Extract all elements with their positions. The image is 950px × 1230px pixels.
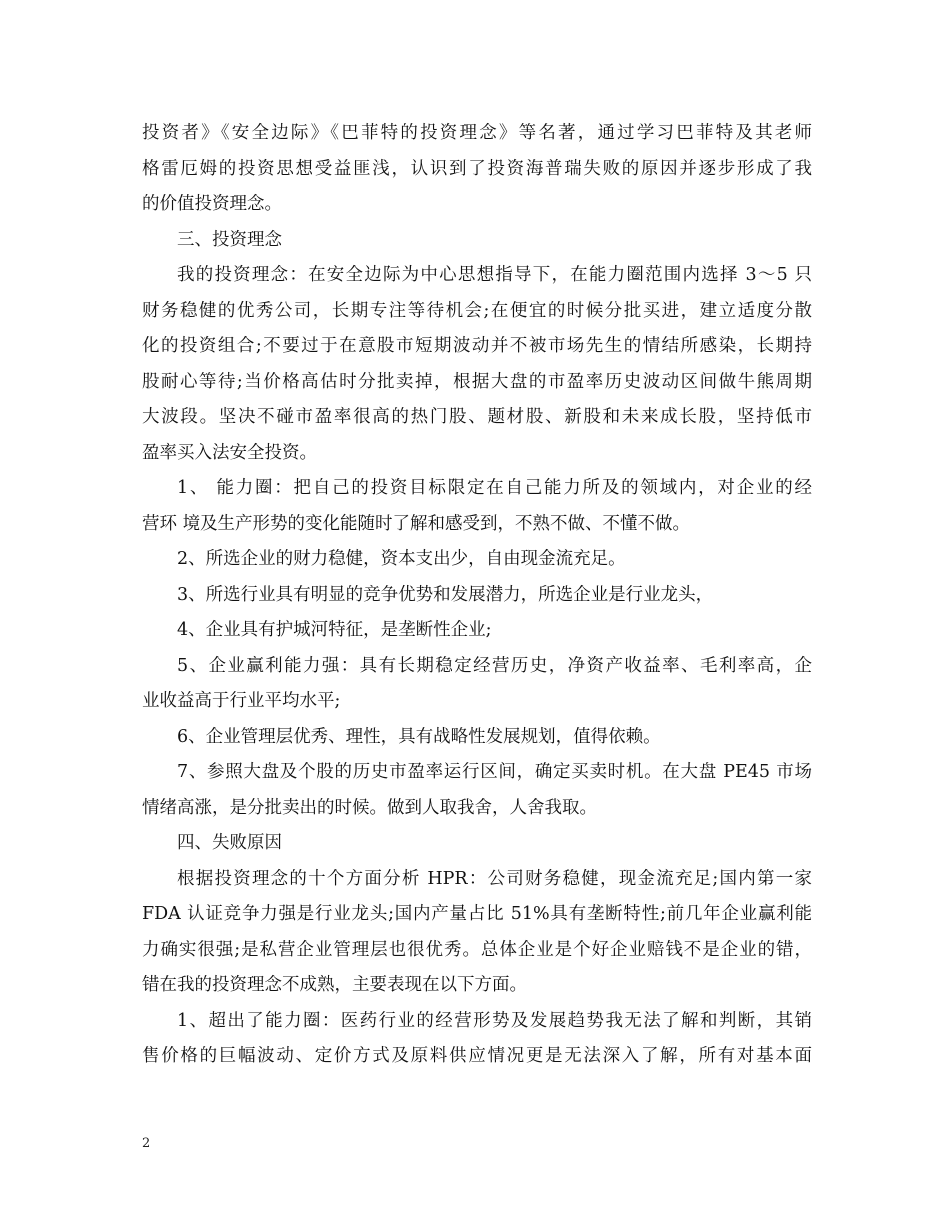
text-line: 盈率买入法安全投资。	[142, 442, 317, 463]
text-line: 我的投资理念：在安全边际为中心思想指导下，在能力圈范围内选择 3～5 只	[177, 265, 812, 285]
text-line: 3、所选行业具有明显的竞争优势和发展潜力，所选企业是行业龙头，	[177, 584, 714, 605]
text-line: 投资者》《安全边际》《巴菲特的投资理念》等名著，通过学习巴菲特及其老师	[142, 123, 812, 143]
text-line: 财务稳健的优秀公司，长期专注等待机会;在便宜的时候分批买进，建立适度分散	[142, 300, 812, 321]
text-line: 5、企业赢利能力强：具有长期稳定经营历史，净资产收益率、毛利率高，企	[177, 655, 812, 676]
text-line: FDA 认证竞争力强是行业龙头;国内产量占比 51%具有垄断特性;前几年企业赢利能	[142, 904, 812, 924]
text-line: 错在我的投资理念不成熟，主要表现在以下方面。	[142, 975, 527, 995]
text-line: 1、超出了能力圈：医药行业的经营形势及发展趋势我无法了解和判断，其销	[177, 1010, 812, 1031]
text-line: 三、投资理念	[177, 229, 282, 250]
text-line: 业收益高于行业平均水平;	[142, 691, 341, 711]
text-line: 1、 能力圈：把自己的投资目标限定在自己能力所及的领域内，对企业的经	[177, 478, 812, 498]
text-line: 售价格的巨幅波动、定价方式及原料供应情况更是无法深入了解，所有对基本面	[142, 1046, 812, 1066]
text-line: 股耐心等待;当价格高估时分批卖掉，根据大盘的市盈率历史波动区间做牛熊周期	[142, 371, 812, 392]
text-line: 7、参照大盘及个股的历史市盈率运行区间，确定买卖时机。在大盘 PE45 市场	[177, 762, 812, 782]
text-line: 大波段。坚决不碰市盈率很高的热门股、题材股、新股和未来成长股，坚持低市	[142, 407, 812, 427]
text-line: 化的投资组合;不要过于在意股市短期波动并不被市场先生的情结所感染，长期持	[142, 336, 812, 356]
text-line: 2、所选企业的财力稳健，资本支出少，自由现金流充足。	[177, 549, 626, 569]
text-line: 的价值投资理念。	[142, 194, 282, 214]
page-number: 2	[142, 1136, 151, 1151]
text-line: 营环 境及生产形势的变化能随时了解和感受到，不熟不做、不懂不做。	[142, 513, 691, 534]
text-line: 四、失败原因	[177, 833, 282, 853]
text-line: 情绪高涨，是分批卖出的时候。做到人取我舍，人舍我取。	[142, 797, 597, 818]
document-body	[142, 116, 812, 1075]
text-line: 4、企业具有护城河特征，是垄断性企业;	[177, 620, 492, 640]
text-line: 力确实很强;是私营企业管理层也很优秀。总体企业是个好企业赔钱不是企业的错，	[142, 939, 812, 960]
text-line: 格雷厄姆的投资思想受益匪浅，认识到了投资海普瑞失败的原因并逐步形成了我	[142, 158, 812, 179]
text-line: 根据投资理念的十个方面分析 HPR：公司财务稳健，现金流充足;国内第一家	[177, 868, 812, 889]
text-line: 6、企业管理层优秀、理性，具有战略性发展规划，值得依赖。	[177, 726, 661, 747]
